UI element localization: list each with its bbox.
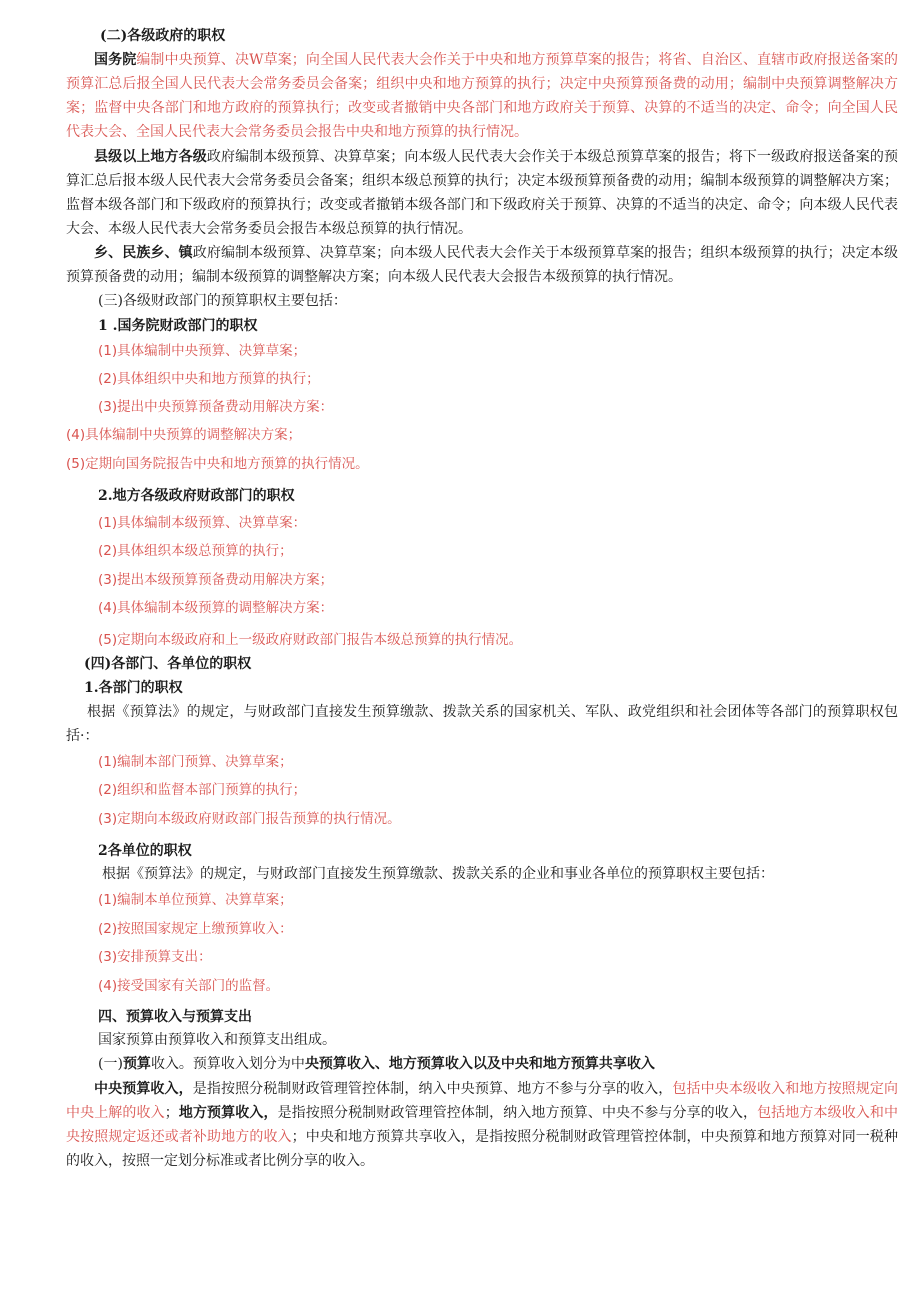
unit-powers-intro: 根据《预算法》的规定，与财政部门直接发生预算缴款、拨款关系的企业和事业各单位的预算职权主要包括： bbox=[102, 866, 774, 882]
list-item: (3)定期向本级政府财政部门报告预算的执行情况。 bbox=[98, 811, 401, 827]
definition-shared-revenue: 中央和地方预算共享收入，是指按照分税制财政管理管控体制，中央预算和地方预算对同一税种的收入，按照一定划分标准或者比例分享的收入。 bbox=[66, 1129, 898, 1169]
subheading-local-finance: 2.地方各级政府财政部门的职权 bbox=[98, 488, 295, 504]
highlight-local-revenue: 包括地方本级收入和中央按照规定返还或者补助地方的收入 bbox=[66, 1105, 899, 1145]
separator: ； bbox=[164, 1105, 179, 1121]
list-item: (2)具体组织中央和地方预算的执行； bbox=[98, 371, 320, 387]
term-central-revenue: 中央预算收入， bbox=[94, 1081, 193, 1097]
list-item: (3)提出本级预算预备费动用解决方案； bbox=[98, 572, 334, 588]
list-item: (4)具体编制本级预算的调整解决方案： bbox=[98, 600, 334, 616]
subsection-bold-term: 预算 bbox=[122, 1056, 151, 1072]
chapter-heading-budget-revenue-expenditure: 四、预算收入与预算支出 bbox=[98, 1009, 252, 1025]
state-council-powers-text: 编制中央预算、决W草案；向全国人民代表大会作关于中央和地方预算草案的报告；将省、自治区、直辖市政府报送备案的预算汇总后报全国人民代表大会常务委员会备案；组织中央和地方预算的执行；决定中央预算预备费的动用；编制中央预算调整解决方案；监督中央各部门和地方政府的预算执行；改变或者撤销中央各部门和地方政府关于预算、决算的不适当的决定、命令；向全国人民代表大会、全国人民代表大会常务委员会报告中央和地方预算的执行情况。 bbox=[66, 52, 899, 140]
highlight-central-revenue: 包括中央本级收入和地方按照规定向中央上解的收入 bbox=[66, 1081, 898, 1121]
subsection-bold-categories: 央预算收入、地方预算收入以及中央和地方预算共享收入 bbox=[304, 1056, 655, 1072]
label-county-level: 县级以上地方各级 bbox=[94, 149, 207, 165]
list-item: (5)定期向本级政府和上一级政府财政部门报告本级总预算的执行情况。 bbox=[98, 632, 523, 648]
county-level-powers-text: 政府编制本级预算、决算草案；向本级人民代表大会作关于本级总预算草案的报告；将下一级政府报送备案的预算汇总后报本级人民代表大会常务委员会备案；组织本级总预算的执行；决定本级预算预备费的动用；编制本级预算的调整解决方案；监督本级各部门和下级政府的预算执行；改变或者撤销本级各部门和下级政府关于预算、决算的不适当的决定、命令；向本级人民代表大会、本级人民代表大会常务委员会报告本级总预算的执行情况。 bbox=[66, 149, 898, 237]
subheading-state-council-finance: 1 .国务院财政部门的职权 bbox=[98, 318, 258, 334]
subsection-prefix: (一) bbox=[98, 1056, 123, 1072]
subheading-department-powers: 1.各部门的职权 bbox=[84, 680, 183, 696]
list-item: (1)具体编制本级预算、决算草案： bbox=[98, 515, 307, 531]
list-item: (1)具体编制中央预算、决算草案； bbox=[98, 343, 307, 359]
definition-central-revenue: 是指按照分税制财政管理管控体制，纳入中央预算、地方不参与分享的收入， bbox=[192, 1081, 673, 1097]
paragraph-county-level bbox=[66, 145, 898, 241]
section-heading-departments-units: (四)各部门、各单位的职权 bbox=[84, 656, 252, 672]
subsection-budget-revenue bbox=[98, 1054, 655, 1074]
list-item: (2)组织和监督本部门预算的执行； bbox=[98, 782, 307, 798]
section-heading-finance-departments: (三)各级财政部门的预算职权主要包括： bbox=[98, 293, 347, 309]
list-item: (1)编制本单位预算、决算草案； bbox=[98, 892, 293, 908]
list-item: (3)提出中央预算预备费动用解决方案： bbox=[98, 399, 334, 415]
definition-local-revenue: 是指按照分税制财政管理管控体制，纳入地方预算、中央不参与分享的收入， bbox=[277, 1105, 758, 1121]
label-township: 乡、民族乡、镇 bbox=[94, 245, 193, 261]
chapter-intro: 国家预算由预算收入和预算支出组成。 bbox=[98, 1032, 336, 1048]
township-powers-text: 政府编制本级预算、决算草案；向本级人民代表大会作关于本级预算草案的报告；组织本级预算的执行；决定本级预算预备费的动用；编制本级预算的调整解决方案；向本级人民代表大会报告本级预算的执行情况。 bbox=[66, 245, 898, 285]
subheading-unit-powers: 2各单位的职权 bbox=[98, 843, 192, 859]
section-heading-government-powers: (二)各级政府的职权 bbox=[100, 28, 226, 44]
list-item: (1)编制本部门预算、决算草案； bbox=[98, 754, 293, 770]
separator: ； bbox=[291, 1129, 306, 1145]
subsection-text: 收入。预算收入划分为中 bbox=[150, 1056, 305, 1072]
list-item: (4)具体编制中央预算的调整解决方案； bbox=[66, 427, 302, 443]
list-item: (2)具体组织本级总预算的执行； bbox=[98, 543, 293, 559]
list-item: (4)接受国家有关部门的监督。 bbox=[98, 978, 280, 994]
department-powers-intro: 根据《预算法》的规定，与财政部门直接发生预算缴款、拨款关系的国家机关、军队、政党组织和社会团体等各部门的预算职权包括·： bbox=[66, 704, 898, 744]
paragraph-revenue-definitions bbox=[66, 1077, 898, 1173]
term-local-revenue: 地方预算收入， bbox=[178, 1105, 278, 1121]
label-state-council: 国务院 bbox=[94, 52, 137, 68]
paragraph-state-council bbox=[66, 48, 898, 144]
list-item: (3)安排预算支出： bbox=[98, 949, 212, 965]
list-item: (2)按照国家规定上缴预算收入： bbox=[98, 921, 293, 937]
paragraph-township bbox=[66, 241, 898, 289]
list-item: (5)定期向国务院报告中央和地方预算的执行情况。 bbox=[66, 456, 369, 472]
